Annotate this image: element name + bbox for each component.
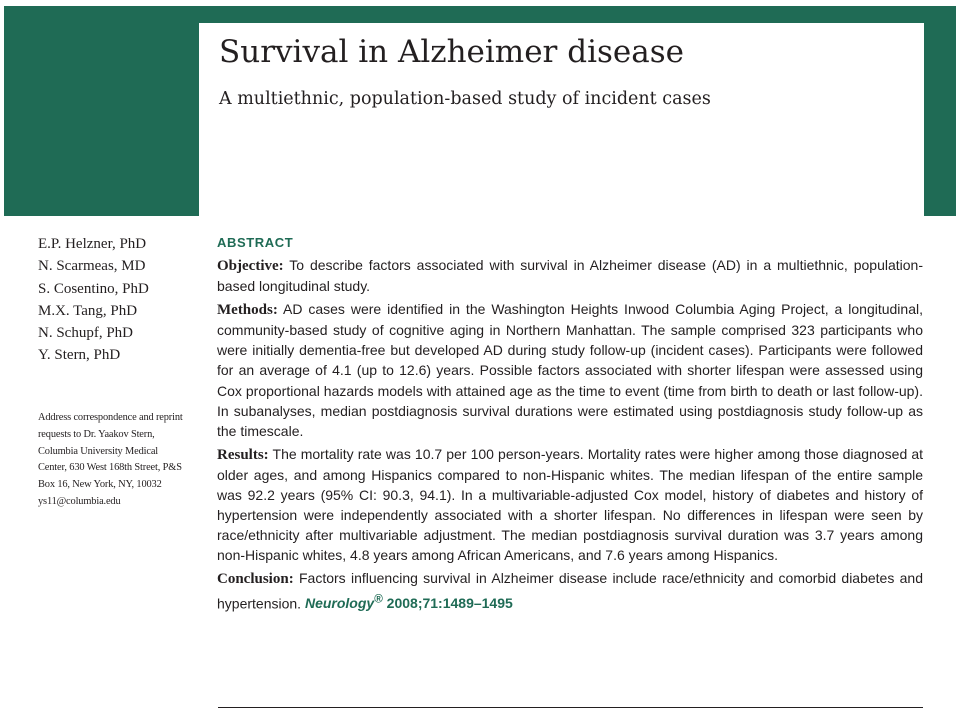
author-name: M.X. Tang, PhD bbox=[38, 302, 138, 319]
author-name: N. Scarmeas, MD bbox=[38, 258, 146, 275]
abstract-heading: ABSTRACT bbox=[217, 235, 294, 250]
registered-mark: ® bbox=[374, 592, 383, 606]
methods-paragraph bbox=[217, 299, 923, 441]
correspondence-address bbox=[38, 410, 208, 511]
address-line: Box 16, New York, NY, 10032 bbox=[38, 479, 162, 491]
footer-divider bbox=[218, 707, 923, 708]
author-list bbox=[38, 233, 208, 367]
conclusion-text: Factors influencing survival in Alzheimer disease include race/ethnicity and comorbid diabetes and hypertension. bbox=[217, 570, 923, 612]
results-label: Results: bbox=[217, 446, 269, 463]
author-name: N. Schupf, PhD bbox=[38, 325, 134, 342]
citation-journal: Neurology bbox=[304, 595, 375, 612]
results-paragraph bbox=[217, 444, 923, 566]
objective-text: To describe factors associated with survival in Alzheimer disease (AD) in a multiethnic, population-based longitudinal study. bbox=[217, 257, 923, 295]
journal-citation[interactable] bbox=[304, 592, 513, 612]
address-line: Columbia University Medical bbox=[38, 445, 159, 457]
email-link[interactable]: ys11@columbia.edu bbox=[38, 495, 121, 507]
author-name: Y. Stern, PhD bbox=[38, 347, 121, 364]
address-line: Center, 630 West 168th Street, P&S bbox=[38, 462, 182, 474]
author-name: E.P. Helzner, PhD bbox=[38, 236, 147, 252]
methods-label: Methods: bbox=[217, 302, 278, 319]
author-name: S. Cosentino, PhD bbox=[38, 280, 149, 297]
address-line: Address correspondence and reprint bbox=[38, 412, 183, 423]
abstract-section bbox=[217, 234, 923, 616]
objective-paragraph bbox=[217, 255, 923, 296]
citation-reference: 2008;71:1489–1495 bbox=[386, 595, 513, 612]
methods-text: AD cases were identified in the Washington Heights Inwood Columbia Aging Project, a longitudinal, community-based study of cognitive aging in Northern Manhattan. The sample comprised 323 participants who were initially dementia-free but developed AD during study follow-up (incident cases). Participants were followed for an average of 4.1 (up to 12.6) years. Possible factors associated with shorter lifespan were assessed using Cox proportional hazards models with attained age as the time to event (time from birth to death or last follow-up). In subanalyses, median postdiagnosis survival durations were estimated using postdiagnosis study follow-up as the timescale. bbox=[217, 301, 923, 439]
article-title: Survival in Alzheimer disease bbox=[219, 34, 684, 70]
article-subtitle: A multiethnic, population-based study of incident cases bbox=[219, 89, 711, 109]
conclusion-paragraph bbox=[217, 568, 923, 613]
address-line: requests to Dr. Yaakov Stern, bbox=[38, 428, 155, 440]
conclusion-label: Conclusion: bbox=[217, 571, 294, 588]
results-text: The mortality rate was 10.7 per 100 person-years. Mortality rates were higher among those diagnosed at older ages, and among Hispanics compared to non-Hispanic whites. The median lifespan of the entire sample was 92.2 years (95% CI: 90.3, 94.1). In a multivariable-adjusted Cox model, history of diabetes and history of hypertension were independently associated with a shorter lifespan. No differences in lifespan were seen by race/ethnicity after multivariable adjustment. The median postdiagnosis survival duration was 3.7 years among non-Hispanic whites, 4.8 years among African Americans, and 7.6 years among Hispanics. bbox=[217, 445, 923, 564]
objective-label: Objective: bbox=[217, 258, 284, 274]
